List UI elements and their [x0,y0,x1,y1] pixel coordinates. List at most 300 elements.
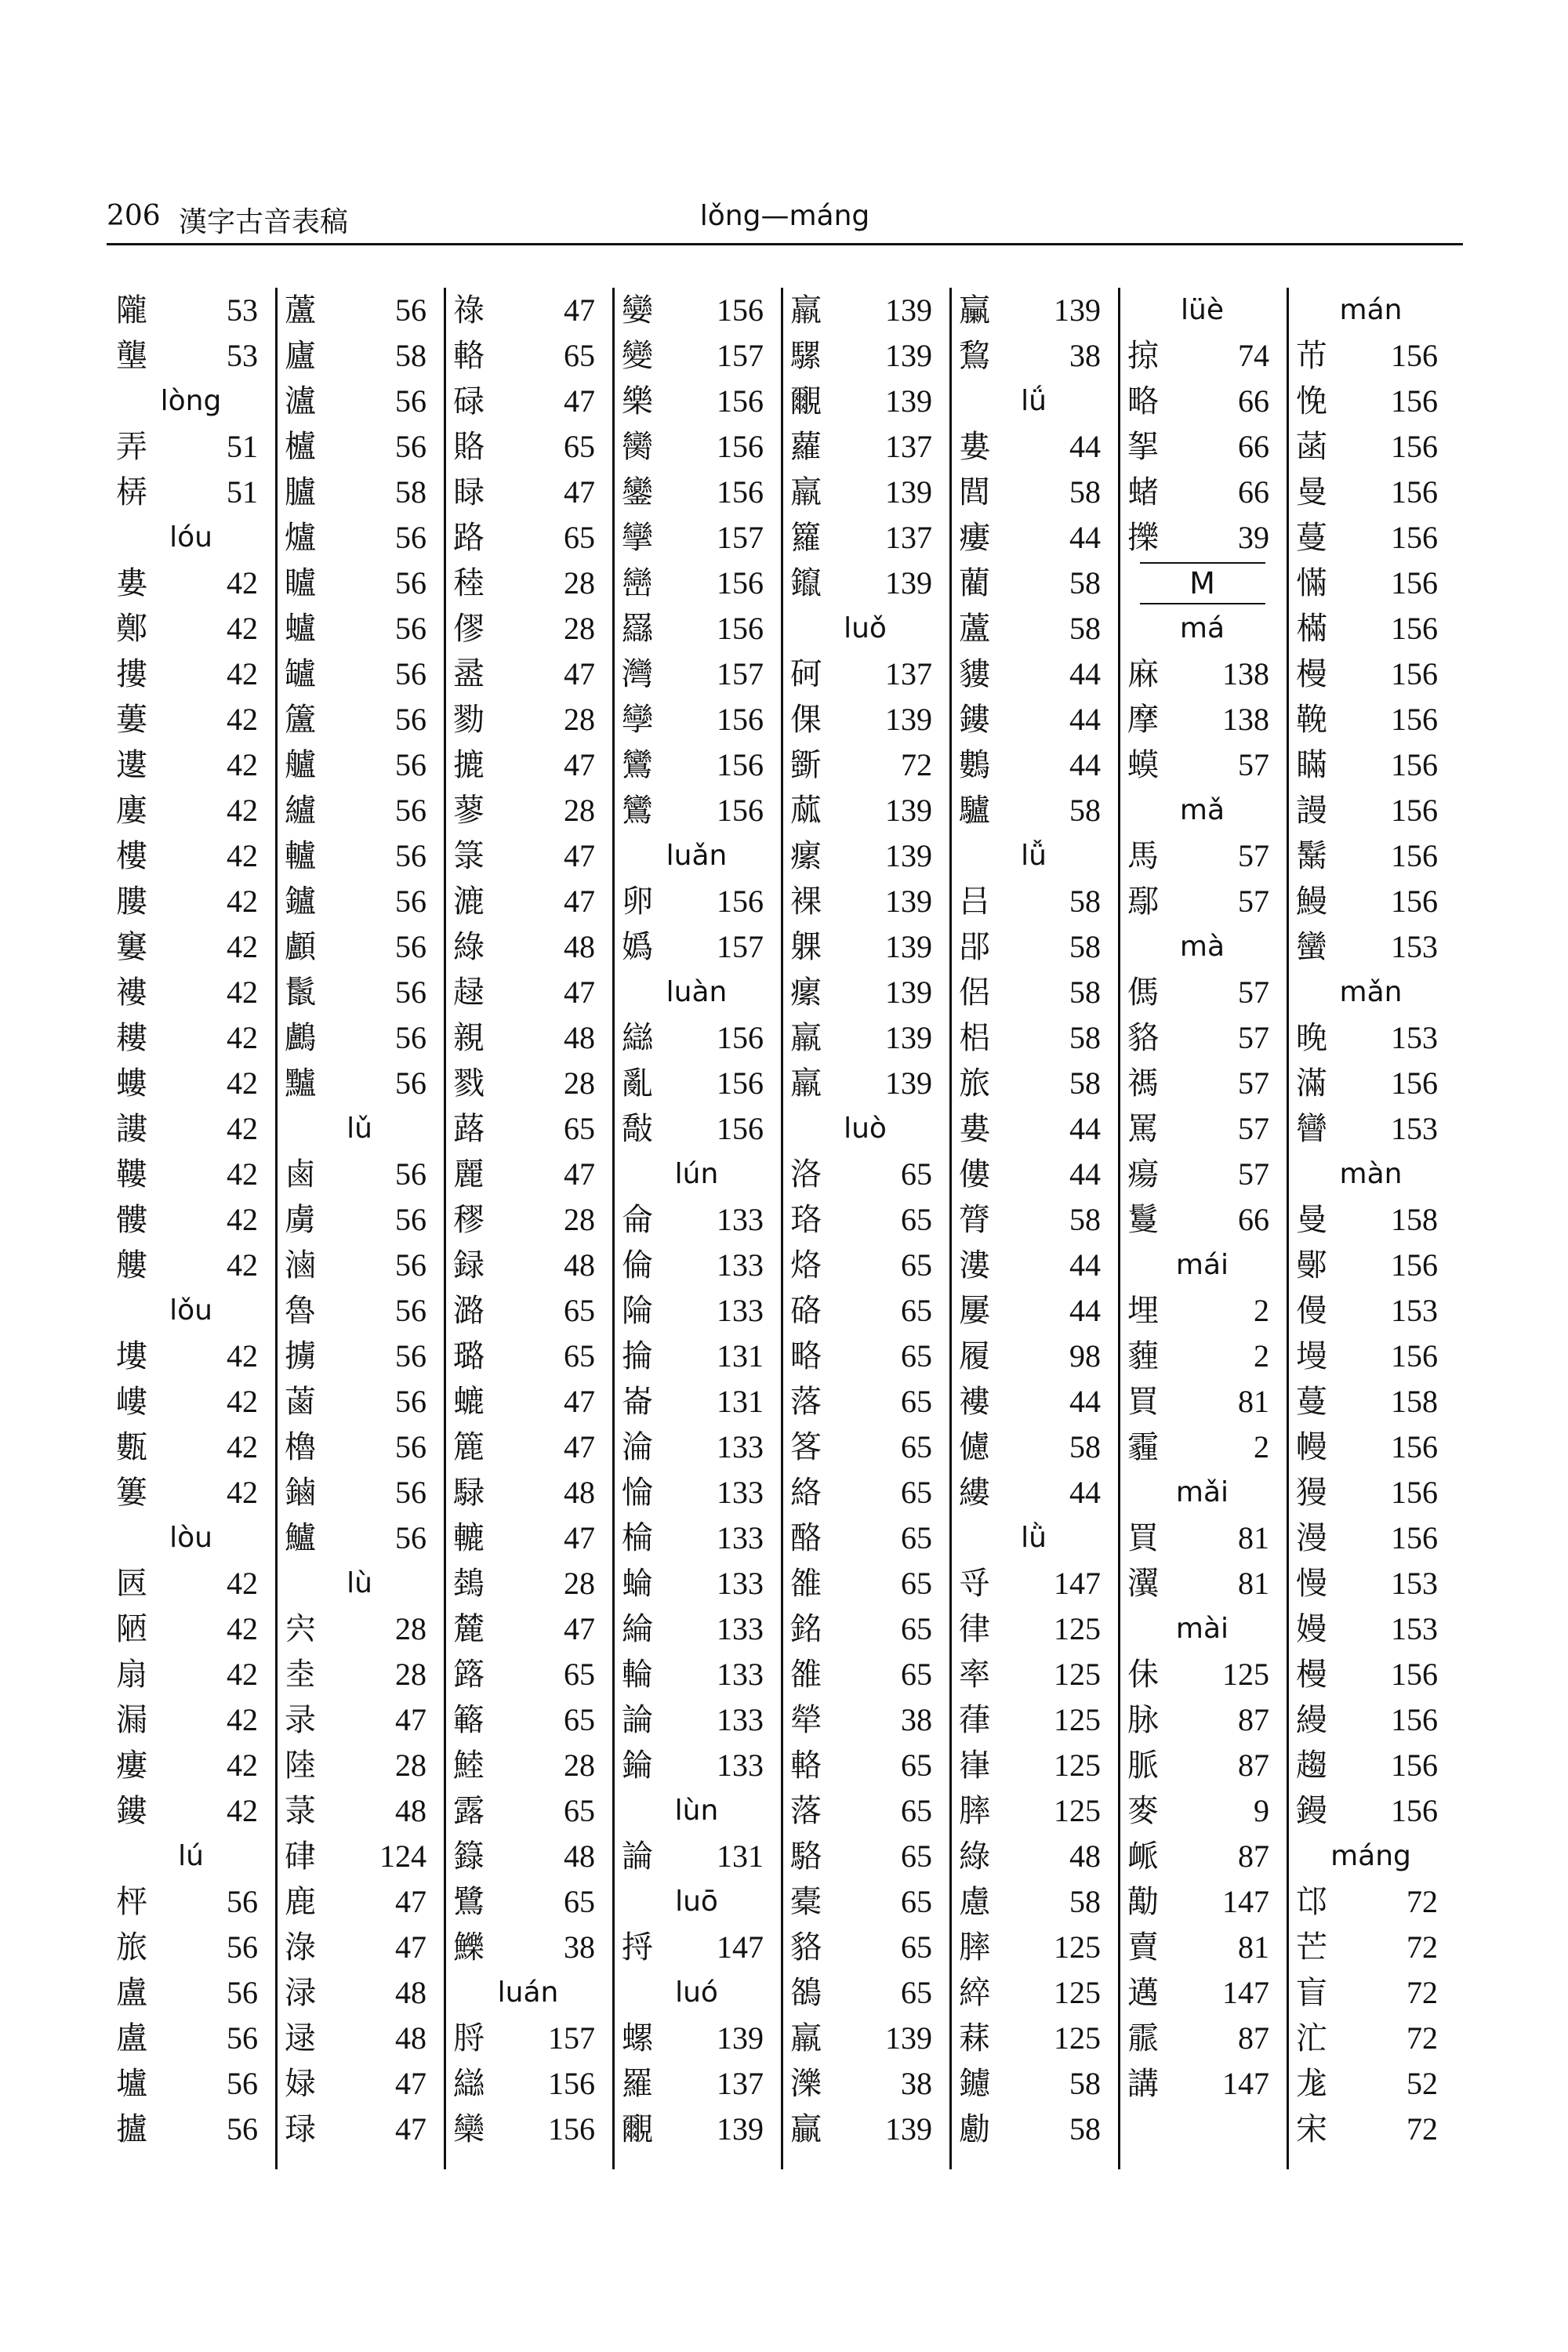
entry-group-number: 131 [717,1338,764,1374]
entry-character: 鬛 [285,975,316,1011]
entry-group-number: 133 [717,1293,764,1328]
index-entry [1118,1788,1287,1834]
entry-character: 脈 [1127,1748,1159,1784]
entry-character: 祿 [453,292,485,328]
index-entry [444,1061,612,1106]
entry-character: 鏤 [959,702,990,738]
index-entry [949,1197,1118,1243]
entry-group-number: 137 [885,520,932,555]
index-entry [275,1515,444,1561]
entry-character: 藺 [959,565,990,601]
entry-character: 鑾 [622,474,653,510]
entry-group-number: 65 [901,1748,932,1783]
entry-character: 鵹 [959,338,990,374]
entry-character: 蔞 [116,702,147,738]
index-entry [1118,515,1287,561]
entry-group-number: 58 [1069,2111,1101,2147]
pinyin-heading: luō [675,1886,718,1918]
index-entry [781,1243,949,1288]
index-entry [949,970,1118,1015]
entry-character: 鰻 [1296,884,1327,920]
entry-character: 閭 [959,474,990,510]
entry-group-number: 42 [227,656,258,691]
entry-group-number: 98 [1069,1338,1101,1374]
entry-character: 濼 [790,2066,822,2102]
entry-character: 羸 [790,1065,822,1102]
index-entry [1287,1788,1455,1834]
index-entry [781,1879,949,1925]
index-entry [444,788,612,833]
index-entry [612,1697,781,1743]
entry-group-number: 156 [717,1111,764,1146]
entry-character: 棆 [622,1520,653,1556]
entry-character: 論 [622,1838,653,1875]
entry-character: 錀 [622,1748,653,1784]
entry-group-number: 139 [1054,292,1101,328]
entry-group-number: 156 [1391,884,1438,919]
entry-character: 漊 [959,1247,990,1283]
index-entry [781,697,949,742]
entry-group-number: 65 [901,1838,932,1874]
entry-character: 騄 [453,1475,485,1511]
entry-character: 驢 [959,793,990,829]
entry-group-number: 56 [227,2111,258,2147]
index-entry [781,470,949,515]
entry-group-number: 137 [885,656,932,691]
entry-character: 輪 [622,1657,653,1693]
entry-group-number: 47 [564,1156,595,1192]
entry-character: 趨 [1296,1748,1327,1784]
index-entry [949,288,1118,333]
index-entry [781,379,949,424]
entry-group-number: 58 [1069,611,1101,646]
entry-group-number: 57 [1238,884,1269,919]
index-entry [275,1925,444,1970]
entry-character: 臝 [959,292,990,328]
entry-character: 曼 [1296,1202,1327,1238]
entry-character: 梠 [959,1020,990,1056]
entry-group-number: 81 [1238,1929,1269,1965]
entry-group-number: 156 [717,702,764,737]
index-entry [275,742,444,788]
index-entry [1118,833,1287,879]
index-entry [444,1925,612,1970]
entry-character: 擄 [285,1338,316,1374]
index-entry [444,1288,612,1334]
entry-character: 謾 [1296,793,1327,829]
index-entry [107,1243,275,1288]
entry-character: 親 [453,1020,485,1056]
pinyin-heading: mǎ [1179,794,1225,826]
entry-character: 琭 [285,2111,316,2147]
entry-group-number: 65 [564,520,595,555]
entry-group-number: 42 [227,1566,258,1601]
entry-group-number: 74 [1238,338,1269,373]
entry-group-number: 44 [1069,520,1101,555]
entry-character: 倮 [790,702,822,738]
entry-character: 旅 [116,1929,147,1965]
entry-group-number: 44 [1069,702,1101,737]
entry-group-number: 156 [1391,1475,1438,1510]
entry-group-number: 56 [395,611,426,646]
entry-group-number: 44 [1069,1384,1101,1419]
entry-group-number: 72 [1406,1929,1438,1965]
entry-group-number: 56 [395,429,426,464]
index-entry [444,2016,612,2061]
index-entry [781,1925,949,1970]
pinyin-heading: lóu [169,521,212,554]
index-entry [781,833,949,879]
index-entry [1118,1561,1287,1606]
index-entry [444,1106,612,1152]
entry-group-number: 58 [1069,1429,1101,1465]
entry-character: 菉 [285,1793,316,1829]
entry-character: 蝫 [1127,474,1159,510]
entry-character: 硌 [790,1293,822,1329]
entry-character: 嶁 [116,1384,147,1420]
entry-character: 漏 [116,1702,147,1738]
index-entry [1287,1743,1455,1788]
index-entry [275,879,444,924]
index-entry [107,924,275,970]
entry-group-number: 56 [395,702,426,737]
index-entry [1118,1015,1287,1061]
entry-group-number: 44 [1069,1475,1101,1510]
entry-character: 顱 [285,929,316,965]
entry-character: 笿 [790,1429,822,1465]
entry-character: 膟 [959,1929,990,1965]
entry-group-number: 58 [1069,929,1101,964]
entry-character: 鬗 [1296,838,1327,874]
index-entry [1118,697,1287,742]
entry-group-number: 65 [901,1975,932,2010]
pinyin-heading: luǎn [666,840,728,872]
entry-group-number: 42 [227,929,258,964]
entry-group-number: 157 [717,520,764,555]
entry-group-number: 53 [227,338,258,373]
entry-character: 褸 [116,975,147,1011]
entry-character: 幔 [1296,1429,1327,1465]
entry-character: 䔉 [959,2020,990,2056]
index-entry [781,970,949,1015]
entry-character: 脉 [1127,1702,1159,1738]
index-entry [1287,515,1455,561]
index-entry [444,970,612,1015]
index-entry [781,1061,949,1106]
entry-group-number: 57 [1238,838,1269,873]
index-entry [1287,697,1455,742]
index-entry [107,2016,275,2061]
entry-group-number: 56 [395,975,426,1010]
pinyin-heading: lòu [169,1522,212,1554]
entry-character: 霢 [1127,2020,1159,2056]
entry-character: 甊 [116,1429,147,1465]
index-entry [1287,833,1455,879]
index-entry [781,561,949,606]
index-entry [1118,1379,1287,1425]
entry-group-number: 156 [717,565,764,601]
entry-character: 寽 [959,1566,990,1602]
header-rule [107,243,1463,245]
entry-character: 娽 [285,2066,316,2102]
entry-character: 簬 [453,1657,485,1693]
index-entry [275,333,444,379]
entry-group-number: 2 [1254,1293,1269,1328]
index-entry [781,333,949,379]
entry-group-number: 157 [717,656,764,691]
entry-group-number: 133 [717,1520,764,1555]
entry-group-number: 139 [717,2020,764,2056]
entry-group-number: 48 [1069,1838,1101,1874]
index-entry [612,1561,781,1606]
entry-group-number: 125 [1054,1748,1101,1783]
entry-group-number: 158 [1391,1202,1438,1237]
entry-group-number: 156 [1391,793,1438,828]
index-entry [781,924,949,970]
entry-character: 慢 [1296,1566,1327,1602]
index-entry [612,1288,781,1334]
index-entry [612,697,781,742]
entry-character: 僈 [1296,1293,1327,1329]
entry-group-number: 133 [717,1748,764,1783]
entry-character: 槾 [1296,1657,1327,1693]
entry-group-number: 57 [1238,975,1269,1010]
entry-group-number: 66 [1238,429,1269,464]
index-entry [949,333,1118,379]
entry-character: 衇 [1127,1838,1159,1875]
entry-character: 鹵 [285,1156,316,1192]
index-entry [107,697,275,742]
entry-group-number: 47 [564,1520,595,1555]
entry-character: 銘 [790,1611,822,1647]
index-entry [1287,1970,1455,2016]
pinyin-heading: luán [497,1976,559,2009]
pinyin-heading: lún [674,1158,719,1190]
entry-character: 蓾 [285,1384,316,1420]
entry-character: 隴 [116,292,147,328]
index-entry [275,1197,444,1243]
index-entry [107,1606,275,1652]
entry-character: 蕗 [453,1111,485,1147]
entry-character: 鑪 [285,884,316,920]
index-entry [949,1152,1118,1197]
page-number: 206 [107,200,161,232]
index-entry [1287,1697,1455,1743]
entry-character: 鷺 [453,1884,485,1920]
entry-group-number: 156 [1391,565,1438,601]
entry-group-number: 9 [1254,1793,1269,1828]
entry-group-number: 65 [901,1202,932,1237]
index-entry [949,1106,1118,1152]
entry-group-number: 38 [901,1702,932,1737]
entry-group-number: 42 [227,1111,258,1146]
entry-character: 箓 [453,838,485,874]
entry-group-number: 65 [901,1475,932,1510]
entry-character: 遱 [116,747,147,783]
entry-group-number: 139 [885,2111,932,2147]
entry-character: 禡 [1127,1065,1159,1102]
entry-group-number: 42 [227,1748,258,1783]
entry-character: 邙 [1296,1884,1327,1920]
entry-group-number: 58 [1069,1884,1101,1919]
entry-character: 鸞 [622,793,653,829]
entry-character: 淪 [622,1429,653,1465]
entry-character: 履 [959,1338,990,1374]
entry-character: 婁 [116,565,147,601]
entry-character: 鑹 [790,565,822,601]
index-entry [107,879,275,924]
entry-group-number: 42 [227,1475,258,1510]
index-entry [444,833,612,879]
entry-character: 轆 [453,1520,485,1556]
index-entry [275,2016,444,2061]
index-entry [107,470,275,515]
index-column-5 [781,288,952,2169]
index-entry [275,1743,444,1788]
entry-group-number: 133 [717,1202,764,1237]
entry-character: 攎 [116,2111,147,2147]
entry-character: 扇 [116,1657,147,1693]
index-entry [107,561,275,606]
entry-group-number: 133 [717,1702,764,1737]
entry-group-number: 139 [885,383,932,419]
pinyin-heading: luò [844,1112,887,1145]
entry-character: 傌 [1127,975,1159,1011]
entry-group-number: 58 [1069,884,1101,919]
index-entry [275,833,444,879]
entry-group-number: 39 [1238,520,1269,555]
index-entry [949,606,1118,652]
entry-group-number: 72 [1406,2111,1438,2147]
index-entry [107,833,275,879]
entry-group-number: 65 [564,338,595,373]
pinyin-heading: màn [1339,1158,1403,1190]
index-entry [1287,2107,1455,2152]
entry-character: 蓼 [453,793,485,829]
index-entry [612,924,781,970]
index-entry [781,2107,949,2152]
index-entry [275,515,444,561]
entry-character: 犖 [790,1702,822,1738]
entry-character: 鏀 [285,1475,316,1511]
index-entry [444,1652,612,1697]
entry-group-number: 65 [901,1247,932,1283]
entry-character: 雒 [790,1657,822,1693]
entry-character: 羸 [790,1020,822,1056]
entry-group-number: 44 [1069,1247,1101,1283]
index-entry [949,697,1118,742]
entry-character: 捋 [622,1929,653,1965]
index-entry [275,1288,444,1334]
index-entry [444,1152,612,1197]
entry-character: 鞻 [116,1156,147,1192]
entry-character: 買 [1127,1384,1159,1420]
index-entry [275,1243,444,1288]
entry-group-number: 156 [1391,520,1438,555]
entry-group-number: 157 [548,2020,595,2056]
entry-group-number: 56 [395,520,426,555]
entry-character: 巒 [622,565,653,601]
entry-character: 落 [790,1793,822,1829]
pinyin-heading: lüè [1181,294,1224,326]
entry-character: 爐 [285,520,316,556]
index-entry [612,288,781,333]
index-entry [1118,1879,1287,1925]
entry-group-number: 65 [564,1657,595,1692]
entry-character: 掠 [1127,338,1159,374]
entry-group-number: 137 [885,429,932,464]
index-entry [949,470,1118,515]
entry-character: 輅 [790,1748,822,1784]
entry-group-number: 81 [1238,1566,1269,1601]
entry-group-number: 58 [1069,1202,1101,1237]
index-entry [1287,1288,1455,1334]
index-entry [1287,2061,1455,2107]
index-entry [444,1470,612,1515]
entry-character: 曼 [1296,474,1327,510]
entry-character: 漫 [1296,1520,1327,1556]
entry-group-number: 133 [717,1611,764,1646]
index-entry [781,1697,949,1743]
entry-group-number: 87 [1238,1702,1269,1737]
index-entry [107,1697,275,1743]
index-column-1 [107,288,278,2169]
entry-character: 瘍 [1127,1156,1159,1192]
entry-character: 蔓 [1296,520,1327,556]
index-entry [781,1152,949,1197]
index-entry [275,1379,444,1425]
index-entry [781,742,949,788]
entry-character: 褸 [959,1384,990,1420]
entry-group-number: 56 [395,1384,426,1419]
index-entry [612,1925,781,1970]
pinyin-heading: mái [1175,1249,1229,1281]
entry-group-number: 139 [717,2111,764,2147]
entry-character: 霾 [1127,1429,1159,1465]
entry-group-number: 147 [717,1929,764,1965]
entry-character: 孌 [622,292,653,328]
entry-character: 麗 [453,1156,485,1192]
entry-character: 蘆 [285,292,316,328]
index-entry [107,606,275,652]
entry-character: 摩 [1127,702,1159,738]
entry-character: 橐 [790,1884,822,1920]
entry-character: 雒 [790,1566,822,1602]
index-entry [612,470,781,515]
entry-group-number: 139 [885,474,932,510]
entry-group-number: 48 [564,1838,595,1874]
entry-character: 盝 [453,656,485,692]
entry-group-number: 58 [1069,2066,1101,2101]
entry-group-number: 156 [717,747,764,782]
entry-character: 羉 [622,611,653,647]
entry-group-number: 47 [564,656,595,691]
entry-character: 瘻 [116,1748,147,1784]
entry-character: 婁 [959,1111,990,1147]
index-entry [949,1425,1118,1470]
index-entry [612,561,781,606]
index-entry [444,1743,612,1788]
pinyin-heading: mán [1339,294,1403,326]
entry-group-number: 153 [1391,929,1438,964]
entry-character: 碌 [453,383,485,419]
index-entry [612,1334,781,1379]
index-entry [781,1425,949,1470]
index-entry [1118,1970,1287,2016]
index-entry [612,1425,781,1470]
entry-group-number: 42 [227,1202,258,1237]
entry-group-number: 47 [395,2066,426,2101]
